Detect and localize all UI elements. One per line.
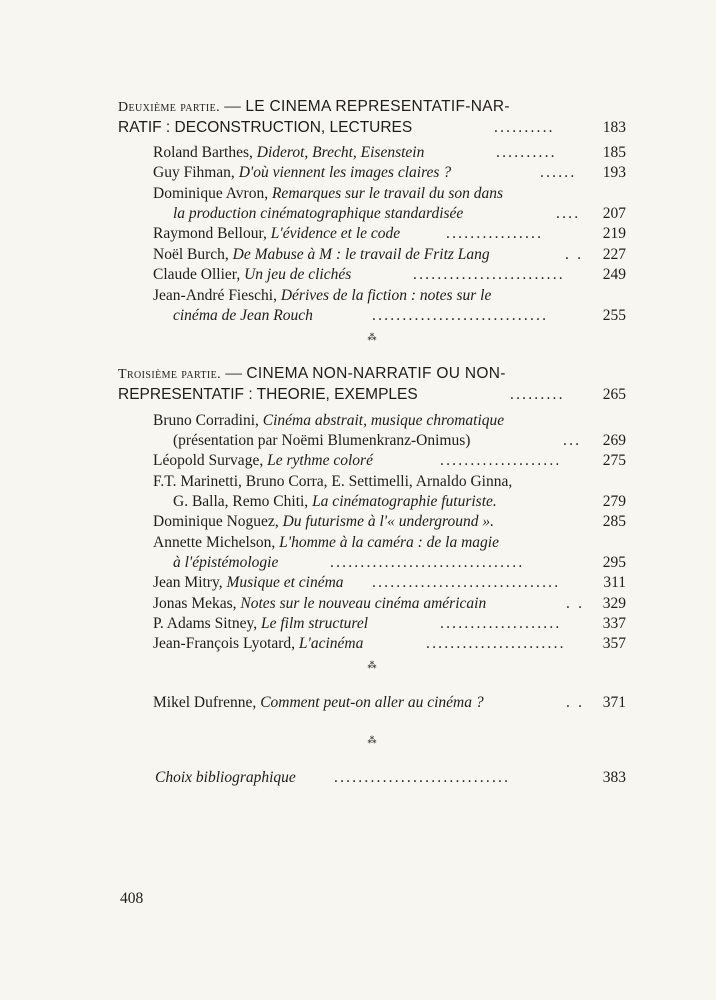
part3-heading: Troisième partie. — CINEMA NON-NARRATIF OU NON-	[118, 363, 506, 382]
toc-entry: Dominique Avron, Remarques sur le travail du son dans	[153, 185, 504, 202]
part2-title-line2: RATIF : DECONSTRUCTION, LECTURES	[118, 119, 413, 136]
toc-entry: Jonas Mekas, Notes sur le nouveau cinéma américain . . 329	[153, 595, 626, 612]
part2-lead: Deuxième partie.	[118, 100, 220, 115]
toc-entry-closing: Mikel Dufrenne, Comment peut-on aller au cinéma ? . . 371	[153, 694, 626, 711]
toc-entry: Léopold Survage, Le rythme coloré .................... 275	[153, 452, 626, 469]
part3-lead: Troisième partie.	[118, 367, 222, 382]
toc-entry: Bruno Corradini, Cinéma abstrait, musique chromatique	[153, 412, 505, 429]
toc-entry-cont: G. Balla, Remo Chiti, La cinématographie futuriste. 279	[173, 493, 626, 510]
part2-page: 183	[602, 119, 626, 136]
toc-entry: F.T. Marinetti, Bruno Corra, E. Settimelli, Arnaldo Ginna,	[153, 473, 513, 490]
toc-entry: Annette Michelson, L'homme à la caméra : de la magie	[153, 534, 499, 551]
toc-entry: Guy Fihman, D'où viennent les images claires ? ...... 193	[153, 164, 626, 181]
toc-entry-cont: cinéma de Jean Rouch ............................. 255	[173, 307, 626, 324]
page-number: 408	[120, 890, 144, 907]
toc-entry: Roland Barthes, Diderot, Brecht, Eisenstein .......... 185	[153, 144, 626, 161]
toc-entry: Jean Mitry, Musique et cinéma ............................... 311	[153, 574, 626, 591]
toc-entry-cont: à l'épistémologie ................................ 295	[173, 554, 626, 571]
toc-entry: Jean-André Fieschi, Dérives de la fiction : notes sur le	[153, 287, 492, 304]
toc-entry-cont: (présentation par Noëmi Blumenkranz-Onimus) ... 269	[173, 432, 626, 449]
separator-asterism: ⁂	[367, 660, 377, 670]
toc-entry: Dominique Noguez, Du futurisme à l'« underground ». 285	[153, 513, 626, 530]
part3-title-line1: CINEMA NON-NARRATIF OU NON-	[246, 365, 506, 382]
separator-asterism: ⁂	[367, 332, 377, 342]
toc-entry-cont: la production cinématographique standardisée .... 207	[173, 205, 626, 222]
toc-entry: Claude Ollier, Un jeu de clichés ......................... 249	[153, 266, 626, 283]
toc-entry-bibliography: Choix bibliographique ............................. 383	[155, 769, 626, 786]
part2-heading-line2: RATIF : DECONSTRUCTION, LECTURES .......... 183	[118, 119, 626, 136]
toc-entry: P. Adams Sitney, Le film structurel .................... 337	[153, 615, 626, 632]
part3-page: 265	[602, 386, 626, 403]
toc-entry: Raymond Bellour, L'évidence et le code ................ 219	[153, 225, 626, 242]
part2-heading: Deuxième partie. — LE CINEMA REPRESENTATIF-NAR-	[118, 96, 510, 115]
toc-entry: Noël Burch, De Mabuse à M : le travail de Fritz Lang . . 227	[153, 246, 626, 263]
part2-title-line1: LE CINEMA REPRESENTATIF-NAR-	[245, 98, 510, 115]
separator-asterism: ⁂	[367, 735, 377, 745]
toc-entry: Jean-François Lyotard, L'acinéma ....................... 357	[153, 635, 626, 652]
part3-heading-line2: REPRESENTATIF : THEORIE, EXEMPLES ......... 265	[118, 386, 626, 403]
part3-title-line2: REPRESENTATIF : THEORIE, EXEMPLES	[118, 386, 418, 403]
